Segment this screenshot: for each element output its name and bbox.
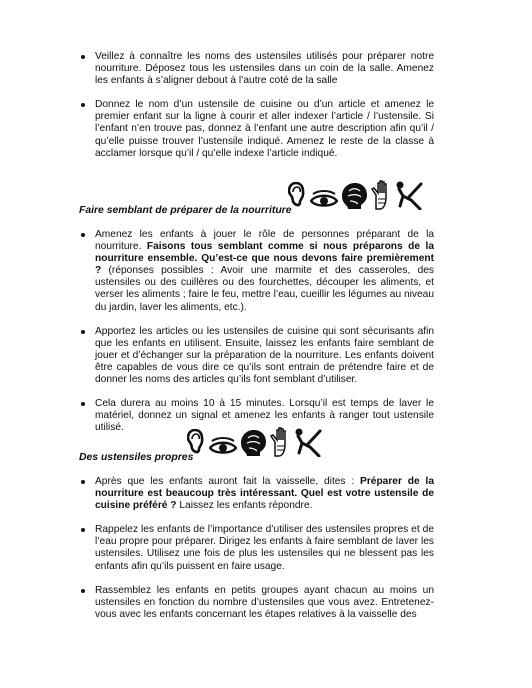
section-heading-clean-utensils: Des ustensiles propres bbox=[79, 452, 194, 463]
intro-bullet-list bbox=[79, 51, 434, 172]
text-run: Apportez les articles ou les ustensiles de cuisine qui sont sécurisants afin que les enfants en utilisent. Ensuite, laissez les enfants faire semblant de jouer et d’échanger sur la préparation de la nourriture. Les enfants doivent être capables de vous dire ce qu’ils sont entrain de prétendre faire et de donner les noms des articles qu’ils font semblant d’utiliser. bbox=[95, 325, 434, 386]
list-item bbox=[79, 524, 434, 572]
hand-icon bbox=[370, 180, 392, 210]
text-run: Donnez le nom d’un ustensile de cuisine ou d’un article et amenez le premier enfant sur la ligne à courir et aller indexer l’article / l’ustensile. Si l’enfant n’en trouve pas, donnez à l’enfant une autre description afin qu’il / qu’elle puisse trouver l’ustensile indiqué. Amenez le reste de la classe à acclamer lorsque qu’il / qu’elle indexe l’article indiqué. bbox=[95, 99, 434, 159]
head-silhouette-icon bbox=[340, 182, 368, 210]
ear-icon bbox=[288, 182, 308, 210]
list-item bbox=[79, 585, 434, 621]
senses-icon-strip-1 bbox=[288, 180, 424, 210]
stretching-person-icon bbox=[293, 427, 323, 457]
hand-icon bbox=[269, 427, 291, 457]
pretend-cooking-bullet-list bbox=[79, 229, 434, 446]
list-item bbox=[79, 229, 434, 314]
list-item bbox=[79, 476, 434, 512]
text-run: Amenez les enfants à jouer le rôle de personnes préparant de la nourriture. bbox=[95, 229, 434, 253]
list-item bbox=[79, 51, 434, 87]
stretching-person-icon bbox=[394, 180, 424, 210]
eye-icon bbox=[209, 437, 237, 457]
bold-text: Faisons tous semblant comme si nous préparons de la nourriture ensemble. Qu’est-ce que nous devons faire premièrement ? bbox=[95, 241, 434, 277]
text-run: Laissez les enfants répondre. bbox=[176, 500, 313, 512]
text-run: (réponses possibles : Avoir une marmite et des casseroles, des ustensiles ou des cuillères ou des fourchettes, découper les aliments, et verser les aliments ; faire le feu, mettre l’eau, cueillir les légumes au niveau du jardin, laver les aliments, etc.). bbox=[95, 265, 434, 313]
eye-icon bbox=[310, 190, 338, 210]
text-run: Veillez à connaître les noms des ustensiles utilisés pour préparer notre nourriture. Déposez tous les ustensiles dans un coin de la salle. Amenez les enfants à s’aligner debout à l’autre coté de la salle bbox=[95, 51, 434, 87]
text-run: Rappelez les enfants de l’importance d’utiliser des ustensiles propres et de l’eau propre pour préparer. Dirigez les enfants à faire semblant de laver les ustensiles. Utilisez une fois de plus les ustensiles qui ne blessent pas les enfants afin qu’ils puissent en faire usage. bbox=[95, 524, 434, 572]
bold-text: Préparer de la nourriture est beaucoup très intéressant. Quel est votre ustensile de cuisine préféré ? bbox=[95, 476, 434, 512]
list-item bbox=[79, 326, 434, 386]
text-run: Cela durera au moins 10 à 15 minutes. Lorsqu’il est temps de laver le matériel, donnez un signal et amenez les enfants à ranger tout ustensile utilisé. bbox=[95, 398, 434, 434]
section-heading-pretend-cooking: Faire semblant de préparer de la nourriture bbox=[79, 205, 292, 216]
text-run: Après que les enfants auront fait la vaisselle, dites : bbox=[95, 476, 361, 487]
head-silhouette-icon bbox=[239, 429, 267, 457]
senses-icon-strip-2 bbox=[187, 427, 323, 457]
clean-utensils-bullet-list bbox=[79, 476, 434, 633]
list-item bbox=[79, 99, 434, 159]
ear-icon bbox=[187, 429, 207, 457]
text-run: Rassemblez les enfants en petits groupes ayant chacun au moins un ustensiles en fonction du nombre d’ustensiles que vous avez. Entretenez-vous avec les enfants concernant les étapes relatives à la vaisselle des bbox=[95, 584, 434, 620]
